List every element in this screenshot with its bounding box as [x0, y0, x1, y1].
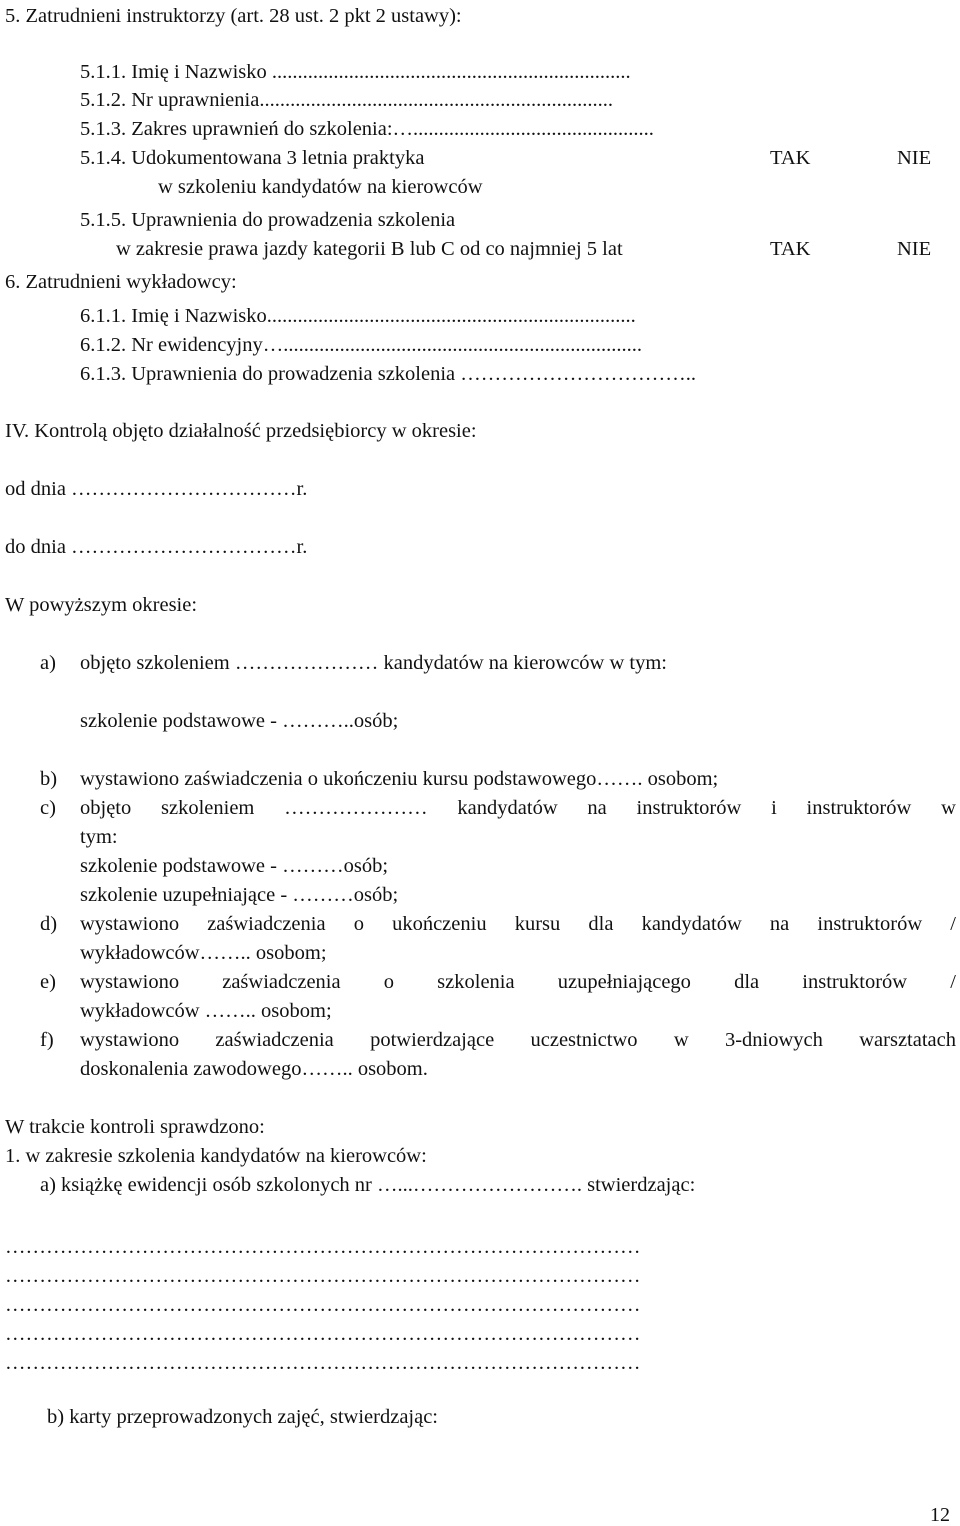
item-d-text — [80, 914, 956, 935]
item-b-letter: b) — [40, 768, 58, 790]
word: / — [950, 971, 956, 993]
word: wystawiono — [80, 913, 180, 935]
word: objęto — [80, 797, 132, 819]
dotted-line: ………………………………………………………………………………… — [5, 1294, 641, 1316]
item-e-text — [80, 972, 956, 993]
item-5-1-1: 5.1.1. Imię i Nazwisko ...................................................................... — [80, 61, 631, 83]
word: potwierdzające — [370, 1029, 495, 1051]
checks-item-1: 1. w zakresie szkolenia kandydatów na kierowców: — [5, 1145, 427, 1167]
item-f-continuation: doskonalenia zawodowego…….. osobom. — [80, 1058, 428, 1080]
word: uzupełniającego — [557, 971, 691, 993]
dotted-line: ………………………………………………………………………………… — [5, 1265, 641, 1287]
item-d-letter: d) — [40, 913, 58, 935]
word: dla — [588, 913, 614, 935]
word: szkolenia — [437, 971, 515, 993]
item-f-text — [80, 1030, 956, 1051]
word: kursu — [514, 913, 561, 935]
item-c-continuation: tym: — [80, 826, 118, 848]
dotted-line: ………………………………………………………………………………… — [5, 1323, 641, 1345]
date-to-line: do dnia ……………………………r. — [5, 536, 308, 558]
nie-option: NIE — [897, 147, 932, 169]
word: uczestnictwo — [530, 1029, 638, 1051]
word: kandydatów — [641, 913, 742, 935]
word: w — [673, 1029, 689, 1051]
item-c-subline-1: szkolenie podstawowe - ………osób; — [80, 855, 389, 877]
page-number: 12 — [930, 1504, 950, 1526]
item-5-1-3: 5.1.3. Zakres uprawnień do szkolenia:…............................................... — [80, 118, 654, 140]
checks-item-b: b) karty przeprowadzonych zajęć, stwierdzając: — [47, 1406, 439, 1428]
word: instruktorów — [636, 797, 742, 819]
item-5-1-5-continuation: w zakresie prawa jazdy kategorii B lub C od co najmniej 5 lat — [116, 238, 623, 260]
word: dla — [734, 971, 760, 993]
tak-option: TAK — [770, 147, 811, 169]
word: instruktorów — [806, 797, 912, 819]
word: i — [771, 797, 777, 819]
item-5-1-2: 5.1.2. Nr uprawnienia..................................................................... — [80, 89, 613, 111]
item-e-continuation: wykładowców …….. osobom; — [80, 1000, 332, 1022]
item-6-1-3: 6.1.3. Uprawnienia do prowadzenia szkolenia …………………………….. — [80, 363, 697, 385]
word: na — [769, 913, 790, 935]
word: 3-dniowych — [724, 1029, 823, 1051]
item-6-1-2: 6.1.2. Nr ewidencyjny…...................................................................... — [80, 334, 642, 356]
word: / — [950, 913, 956, 935]
checks-item-a: a) książkę ewidencji osób szkolonych nr …...……………………. stwierdzając: — [40, 1174, 696, 1196]
word: ukończeniu — [392, 913, 487, 935]
item-f-letter: f) — [40, 1029, 54, 1051]
word: wystawiono — [80, 1029, 180, 1051]
dotted-line: ………………………………………………………………………………… — [5, 1236, 641, 1258]
word: zaświadczenia — [222, 971, 341, 993]
item-5-1-4: 5.1.4. Udokumentowana 3 letnia praktyka — [80, 147, 425, 169]
word: o — [383, 971, 395, 993]
item-5-1-5: 5.1.5. Uprawnienia do prowadzenia szkolenia — [80, 209, 456, 231]
word: szkoleniem — [161, 797, 255, 819]
item-c-text — [80, 798, 956, 819]
word: instruktorów — [817, 913, 923, 935]
item-a-letter: a) — [40, 652, 56, 674]
nie-option: NIE — [897, 238, 932, 260]
dotted-line: ………………………………………………………………………………… — [5, 1352, 641, 1374]
tak-option: TAK — [770, 238, 811, 260]
word: ………………… — [284, 797, 428, 819]
date-from-line: od dnia ……………………………r. — [5, 478, 308, 500]
item-c-subline-2: szkolenie uzupełniające - ………osób; — [80, 884, 399, 906]
word: wystawiono — [80, 971, 180, 993]
word: zaświadczenia — [215, 1029, 334, 1051]
word: kandydatów — [457, 797, 558, 819]
item-a-subline: szkolenie podstawowe - ………..osób; — [80, 710, 399, 732]
period-label: W powyższym okresie: — [5, 594, 198, 616]
item-c-letter: c) — [40, 797, 56, 819]
item-e-letter: e) — [40, 971, 56, 993]
word: na — [587, 797, 607, 819]
item-5-1-4-continuation: w szkoleniu kandydatów na kierowców — [158, 176, 483, 198]
item-b-text: wystawiono zaświadczenia o ukończeniu kursu podstawowego……. osobom; — [80, 768, 719, 790]
word: instruktorów — [802, 971, 908, 993]
word: zaświadczenia — [207, 913, 326, 935]
item-6-1-1: 6.1.1. Imię i Nazwisko........................................................................ — [80, 305, 636, 327]
section-5-heading: 5. Zatrudnieni instruktorzy (art. 28 ust. 2 pkt 2 ustawy): — [5, 5, 462, 27]
word: w — [941, 797, 956, 819]
checks-heading: W trakcie kontroli sprawdzono: — [5, 1116, 265, 1138]
item-d-continuation: wykładowców…….. osobom; — [80, 942, 327, 964]
item-a-text: objęto szkoleniem ………………… kandydatów na kierowców w tym: — [80, 652, 667, 674]
word: o — [353, 913, 364, 935]
word: warsztatach — [859, 1029, 956, 1051]
section-iv-heading: IV. Kontrolą objęto działalność przedsiębiorcy w okresie: — [5, 420, 477, 442]
section-6-heading: 6. Zatrudnieni wykładowcy: — [5, 271, 237, 293]
